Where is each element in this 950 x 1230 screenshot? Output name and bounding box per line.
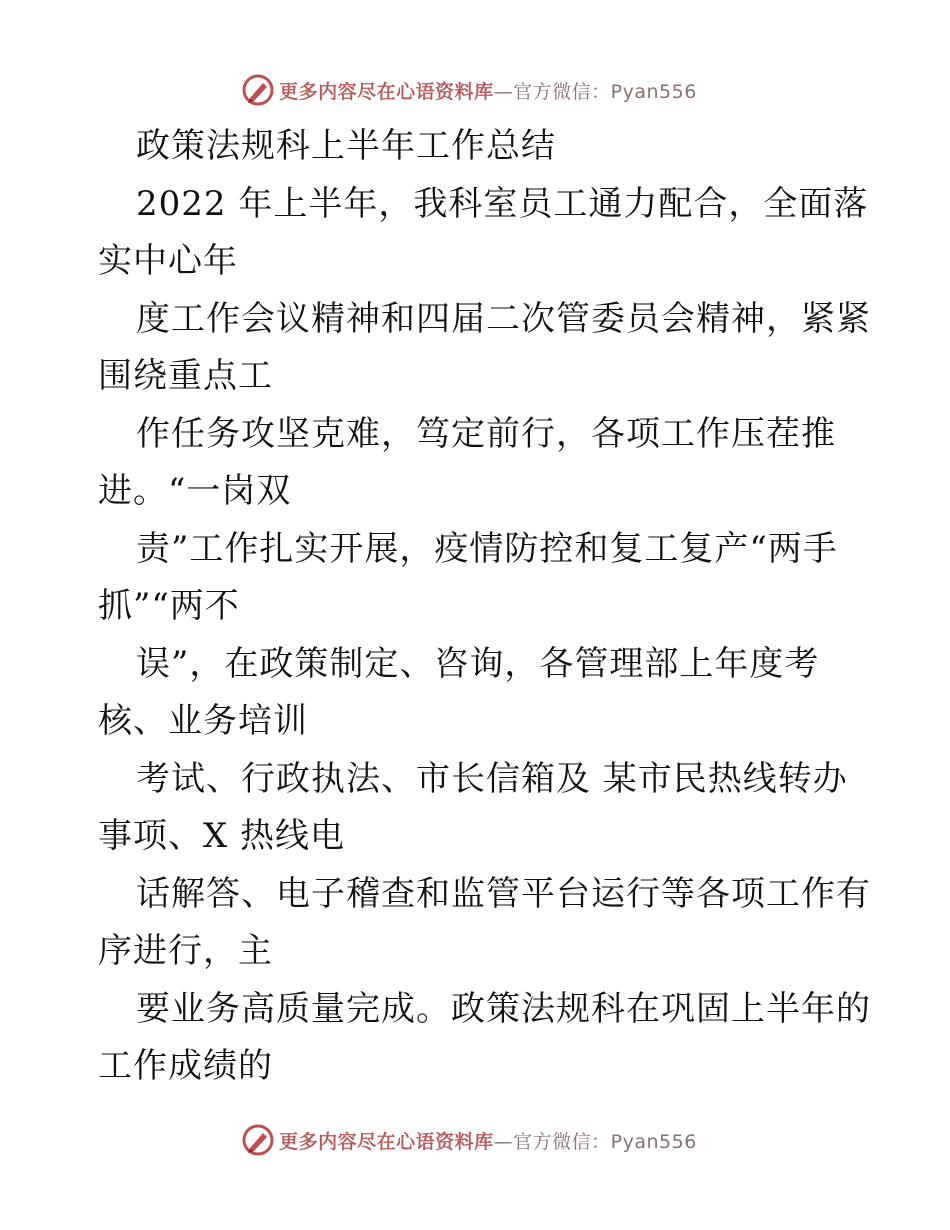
text-line: 要业务高质量完成。政策法规科在巩固上半年的 <box>136 988 871 1029</box>
banner-contact-text: —官方微信：Pyan556 <box>493 80 697 103</box>
text-line: 误”，在政策制定、咨询，各管理部上年度考 <box>136 643 820 684</box>
text-line: 实中心年 <box>98 241 238 281</box>
text-line: 话解答、电子稽查和监管平台运行等各项工作有 <box>136 873 871 914</box>
footer-watermark-banner <box>0 1120 950 1160</box>
text-line: 序进行，主 <box>98 931 273 971</box>
text-line: 工作成绩的 <box>98 1046 273 1086</box>
banner-red-text: 更多内容尽在心语资料库 <box>279 1130 494 1153</box>
text-line: 事项、X 热线电 <box>98 816 346 856</box>
text-line: 责”工作扎实开展，疫情防控和复工复产“两手 <box>136 528 838 569</box>
text-line: 2022 年上半年，我科室员工通力配合，全面落 <box>136 183 869 224</box>
banner-red-text: 更多内容尽在心语资料库 <box>279 80 494 103</box>
document-title: 政策法规科上半年工作总结 <box>136 126 556 166</box>
pen-logo-icon <box>241 1123 275 1157</box>
text-line: 考试、行政执法、市长信箱及 某市民热线转办 <box>136 758 848 799</box>
document-body <box>98 118 878 1096</box>
header-watermark-banner <box>0 70 950 110</box>
text-line: 抓”“两不 <box>98 586 240 626</box>
text-line: 进。“一岗双 <box>98 471 292 511</box>
pen-logo-icon <box>241 73 275 107</box>
text-line: 围绕重点工 <box>98 356 273 396</box>
text-line: 度工作会议精神和四届二次管委员会精神，紧紧 <box>136 298 871 339</box>
text-line: 核、业务培训 <box>98 701 308 741</box>
banner-contact-text: —官方微信：Pyan556 <box>493 1130 697 1153</box>
text-line: 作任务攻坚克难，笃定前行，各项工作压茬推 <box>136 413 836 454</box>
